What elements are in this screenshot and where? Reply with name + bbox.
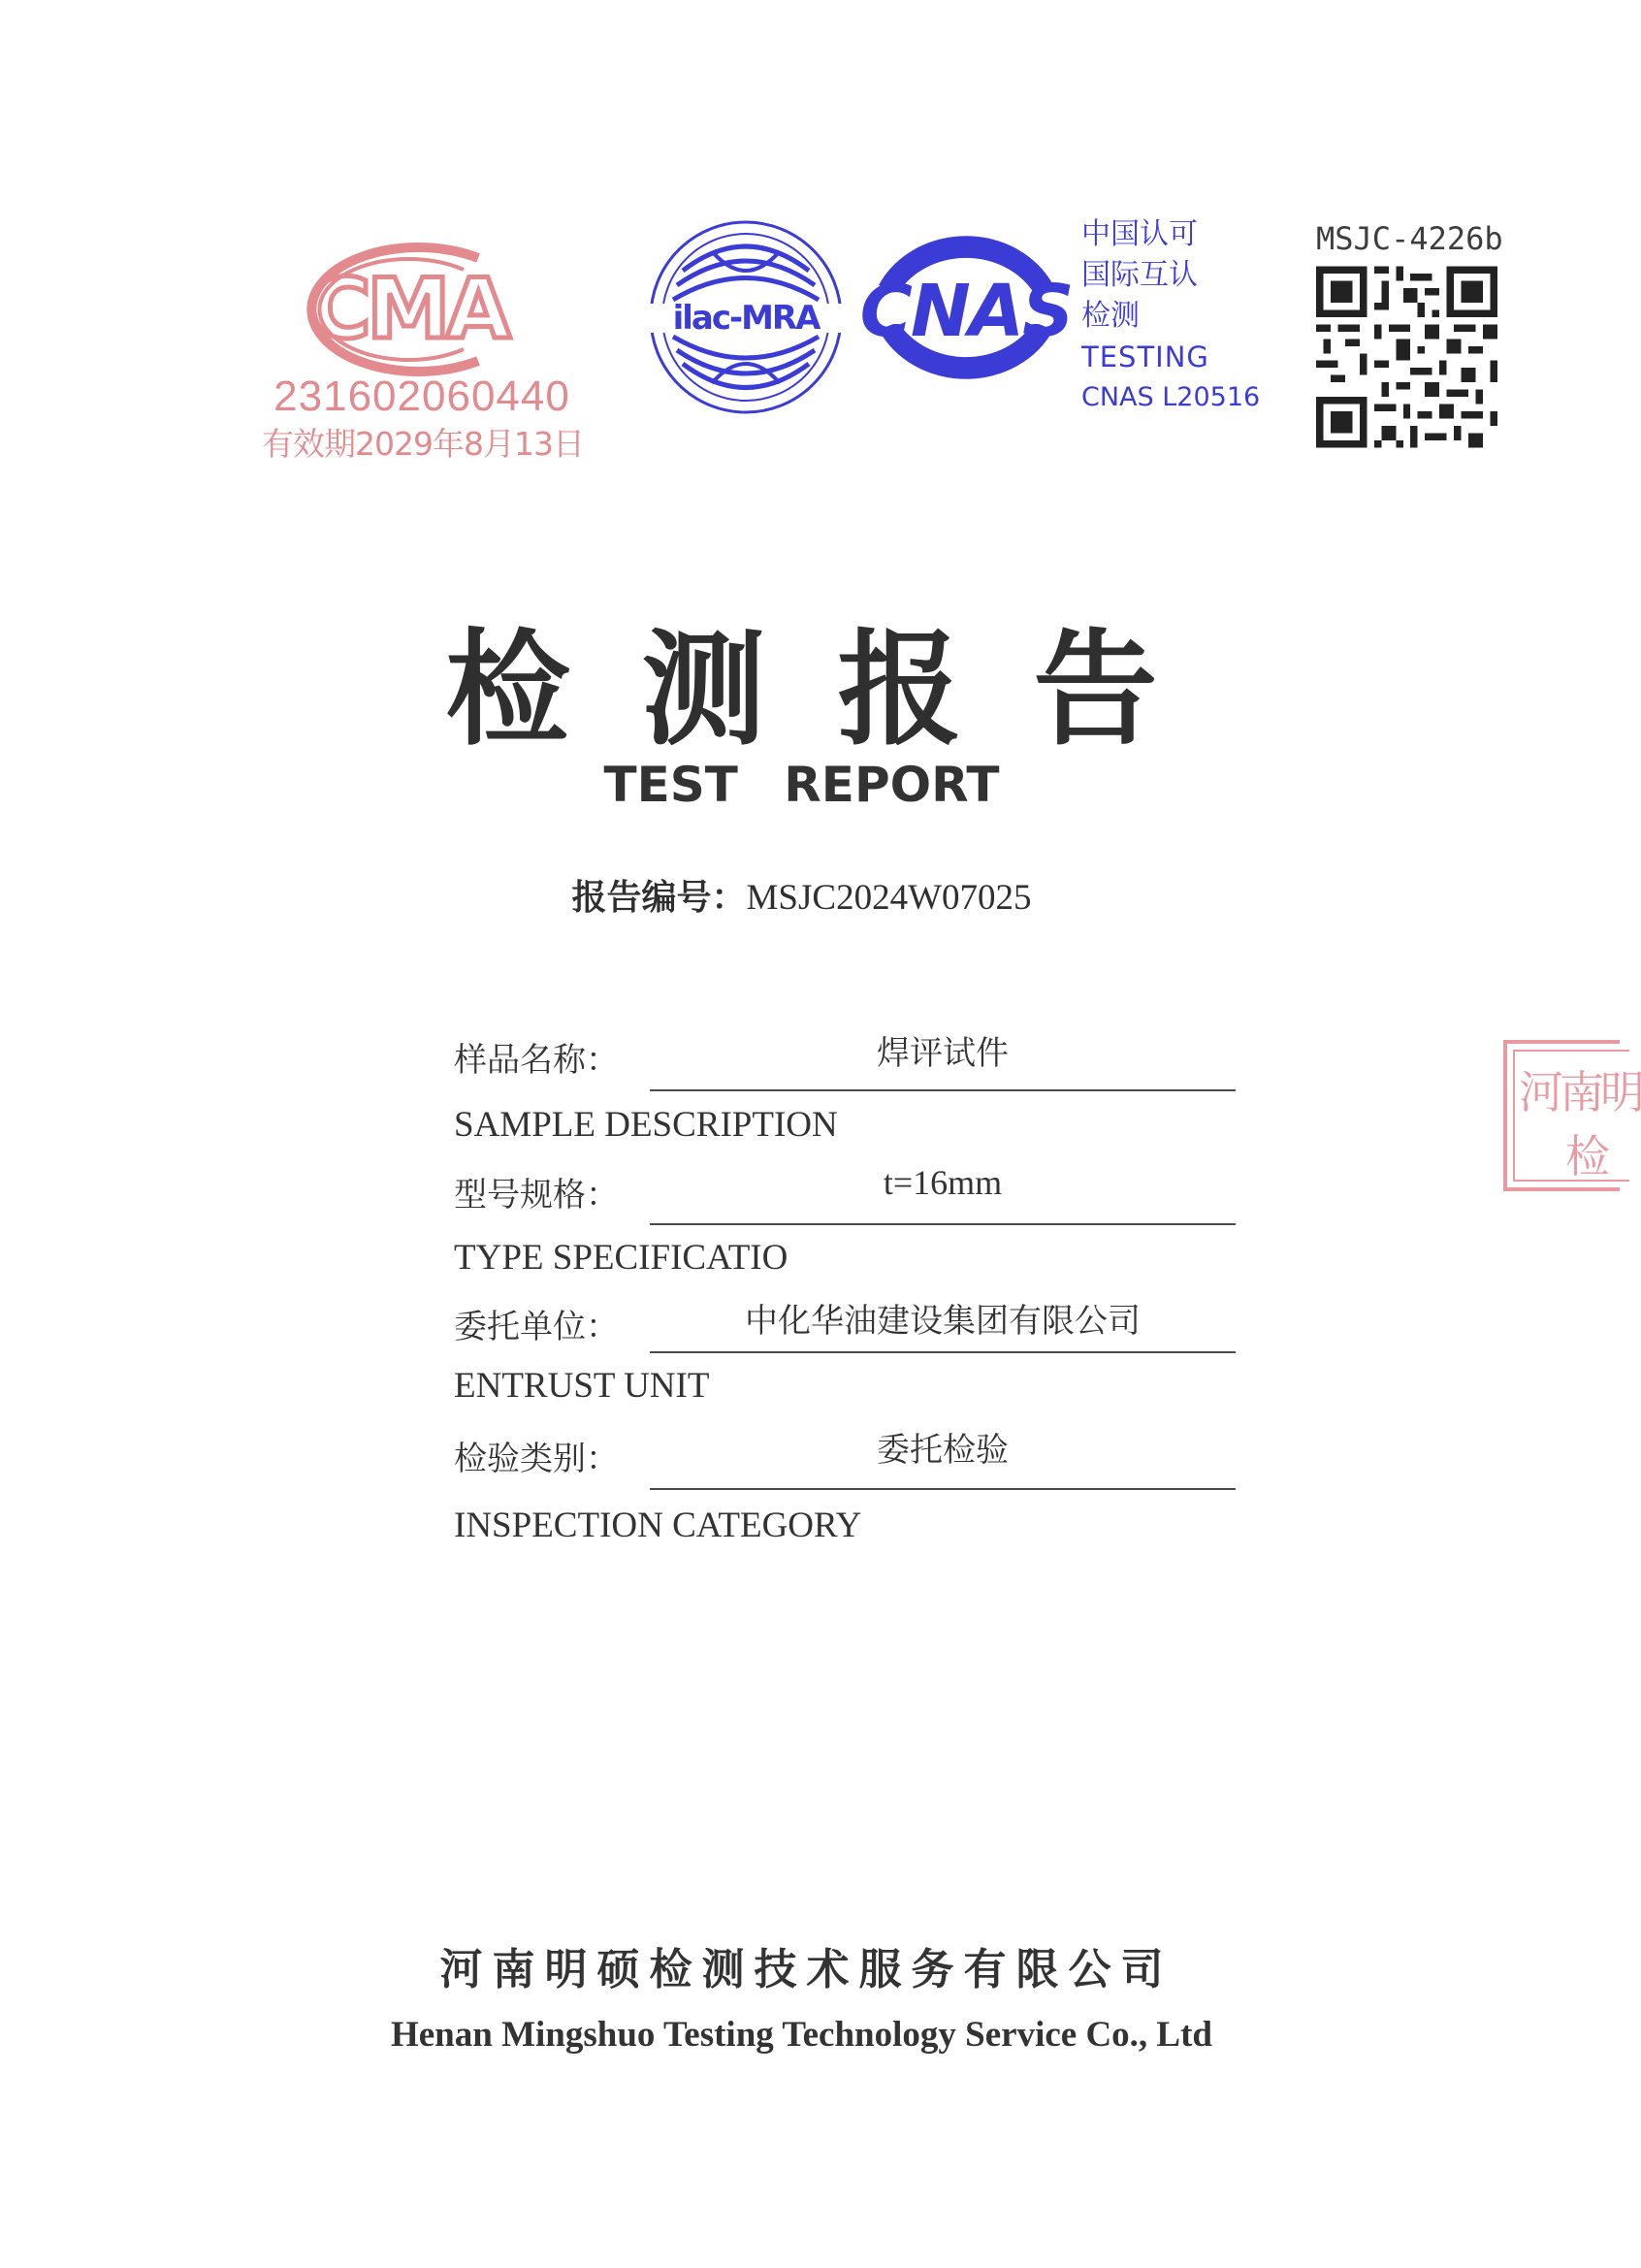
- type-field-line: [650, 1223, 1236, 1225]
- cnas-accreditation-text: [1081, 214, 1260, 418]
- sample-field-value: 焊评试件: [877, 1034, 1009, 1073]
- cma-validity: 有效期2029年8月13日: [262, 425, 584, 463]
- ilac-mra-logo: [644, 212, 848, 423]
- sample-field-line: [650, 1089, 1236, 1091]
- type-field-en: TYPE SPECIFICATIO: [454, 1238, 788, 1278]
- cma-number: 231602060440: [274, 373, 570, 420]
- company-name-cn: 河南明硕检测技术服务有限公司: [439, 1945, 1174, 1994]
- cma-logo: [279, 239, 537, 380]
- category-field-value: 委托检验: [877, 1431, 1009, 1470]
- sample-field-en: SAMPLE DESCRIPTION: [454, 1105, 838, 1145]
- ilac-logo-text: ilac-MRA: [672, 299, 820, 338]
- report-number-label: 报告编号：: [571, 878, 747, 918]
- entrust-field-label: 委托单位：: [454, 1308, 619, 1346]
- qr-code: [1316, 265, 1497, 449]
- entrust-field-value: 中化华油建设集团有限公司: [745, 1302, 1141, 1341]
- type-field-label: 型号规格：: [454, 1176, 619, 1215]
- cma-logo-text: CMA: [309, 261, 507, 358]
- category-field-line: [650, 1488, 1236, 1490]
- report-number-value: MSJC2024W07025: [746, 878, 1032, 918]
- entrust-field-line: [650, 1351, 1236, 1353]
- report-title-en: TEST REPORT: [603, 757, 1000, 813]
- side-seal-text-2: 检: [1565, 1130, 1610, 1183]
- sample-field-label: 样品名称：: [454, 1041, 619, 1080]
- cnas-line-5: CNAS L20516: [1081, 382, 1261, 412]
- company-name-en: Henan Mingshuo Testing Technology Service Co., Ltd: [390, 2015, 1213, 2055]
- category-field-label: 检验类别：: [454, 1440, 619, 1478]
- report-number: [0, 870, 1603, 920]
- cnas-line-3: 检测: [1081, 299, 1140, 333]
- cnas-line-2: 国际互认: [1081, 258, 1198, 292]
- type-field-value: t=16mm: [883, 1163, 1003, 1202]
- entrust-field-en: ENTRUST UNIT: [454, 1366, 710, 1406]
- side-seal-text-1: 河南明: [1519, 1066, 1641, 1118]
- cnas-logo: [850, 217, 1082, 398]
- category-field-en: INSPECTION CATEGORY: [454, 1506, 862, 1545]
- report-title-cn: 检测报告: [445, 617, 1230, 762]
- document-code: MSJC-4226b: [1316, 220, 1503, 257]
- cnas-line-4: TESTING: [1081, 340, 1209, 373]
- cnas-logo-text: CNAS: [859, 270, 1073, 353]
- side-seal-stamp: [1503, 1040, 1641, 1191]
- cnas-line-1: 中国认可: [1081, 217, 1198, 251]
